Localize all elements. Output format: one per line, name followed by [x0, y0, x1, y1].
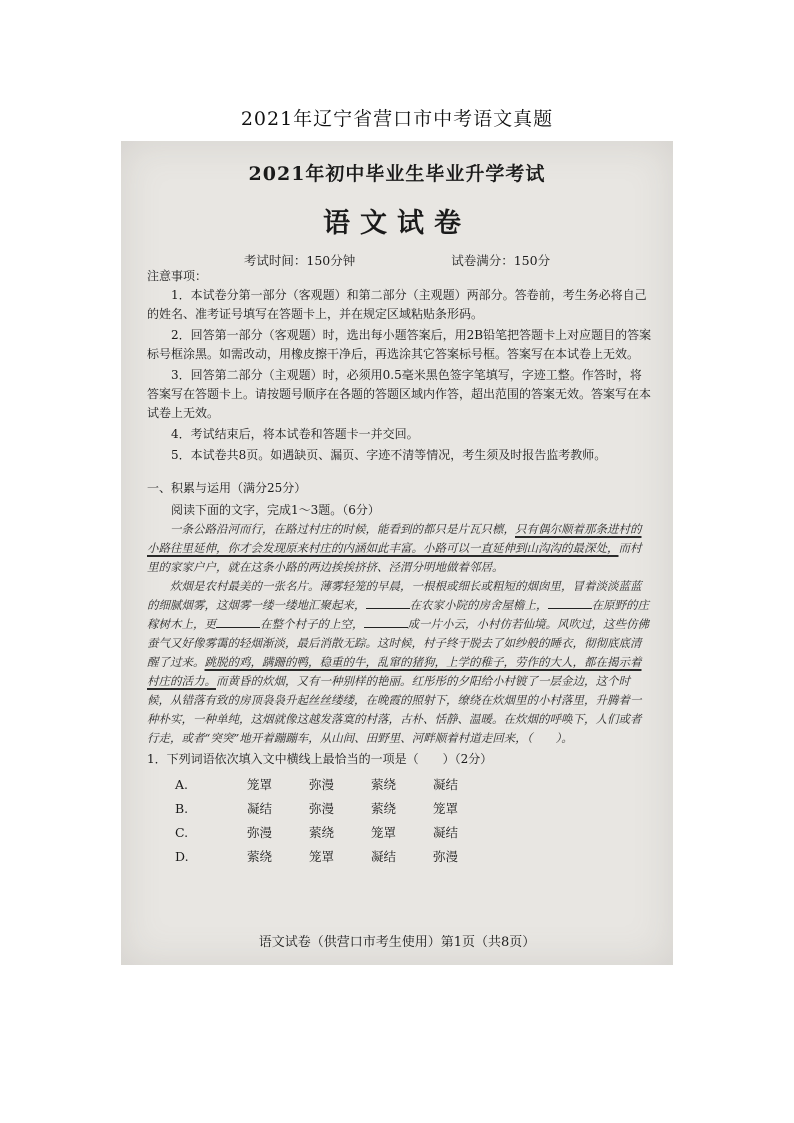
- notice-item: 3．回答第二部分（主观题）时，必须用0.5毫米黑色签字笔填写，字迹工整。作答时，将答案写在答题卡上。请按题号顺序在各题的答题区域内作答，超出范围的答案无效。答案写在本试卷上无效。: [147, 368, 652, 420]
- option-word: 萦绕: [247, 849, 273, 864]
- option-row: [171, 797, 495, 821]
- underlined-sentence: 小路可以一直延伸到山沟沟的最深处，: [423, 541, 619, 555]
- option-label: B.: [175, 801, 189, 816]
- passage-text: 在农家小院的房舍屋檐上，: [409, 598, 548, 612]
- option-row: [171, 773, 495, 797]
- option-word: 弥漫: [309, 801, 335, 816]
- passage-paragraph-1: [147, 520, 652, 577]
- passage-text: 一条公路沿河而行，在路过村庄的时候，能看到的都只是片瓦只檩，: [170, 522, 515, 536]
- option-word: 笼罩: [309, 849, 335, 864]
- option-word: 萦绕: [371, 801, 397, 816]
- page-title: 2021年辽宁省营口市中考语文真题: [240, 108, 554, 130]
- exam-subject: 语文试卷: [323, 208, 471, 239]
- option-label: C.: [175, 825, 189, 840]
- option-label: D.: [175, 849, 189, 864]
- notice-item: 2．回答第一部分（客观题）时，选出每小题答案后，用2B铅笔把答题卡上对应题目的答案标号框涂黑。如需改动，用橡皮擦干净后，再选涂其它答案标号框。答案写在本试卷上无效。: [147, 328, 652, 361]
- exam-score: 试卷满分：150分: [451, 253, 551, 268]
- option-word: 弥漫: [247, 825, 273, 840]
- fill-blank: [548, 596, 592, 609]
- option-label: A.: [175, 777, 189, 792]
- passage-text: 在原野的庄稼树木上，更: [147, 598, 649, 631]
- notice-heading: 注意事项：: [147, 269, 208, 283]
- option-word: 凝结: [433, 825, 459, 840]
- option-word: 弥漫: [309, 777, 335, 792]
- option-row: [171, 821, 495, 845]
- passage-paragraph-2: [147, 577, 652, 748]
- option-word: 弥漫: [433, 849, 459, 864]
- option-word: 笼罩: [371, 825, 397, 840]
- passage-text: 在整个村子的上空，: [260, 617, 364, 631]
- passage-text: 炊烟是农村最美的一张名片。薄雾轻笼的早晨，一根根或细长或粗短的烟囱里，冒着淡淡蓝蓝的细腻烟雾，这烟雾一缕一缕地汇聚起来，: [147, 579, 642, 612]
- option-word: 笼罩: [247, 777, 273, 792]
- fill-blank: [216, 615, 260, 628]
- passage-text: 而村里的家家户户，就在这条小路的两边挨挨挤挤、泾渭分明地做着邻居。: [147, 541, 642, 574]
- notice-item: 1．本试卷分第一部分（客观题）和第二部分（主观题）两部分。答卷前，考生务必将自己的姓名、准考证号填写在答题卡上，并在规定区域粘贴条形码。: [147, 288, 647, 321]
- reading-instruction: 阅读下面的文字，完成1～3题。（6分）: [171, 503, 380, 517]
- underlined-sentence: 跳脱的鸡，蹒跚的鸭，稳重的牛，乱窜的猪狗，上学的稚子，劳作的大人，都在揭示着村庄的活力。: [147, 655, 642, 688]
- option-word: 笼罩: [433, 801, 459, 816]
- exam-paper-photo: [121, 141, 673, 965]
- notice-item: 5．本试卷共8页。如遇缺页、漏页、字迹不清等情况，考生须及时报告监考教师。: [171, 448, 607, 462]
- option-word: 凝结: [247, 801, 273, 816]
- exam-time: 考试时间：150分钟: [243, 253, 356, 268]
- option-word: 凝结: [371, 849, 397, 864]
- fill-blank: [364, 615, 408, 628]
- page-footer: 语文试卷（供营口市考生使用）第1页（共8页）: [258, 935, 536, 950]
- option-word: 萦绕: [309, 825, 335, 840]
- question-1-options: [171, 773, 495, 869]
- section-heading: 一、积累与运用（满分25分）: [147, 481, 307, 495]
- fill-blank: [366, 596, 410, 609]
- option-word: 萦绕: [371, 777, 397, 792]
- question-1-stem: 1．下列词语依次填入文中横线上最恰当的一项是（ ）（2分）: [147, 752, 493, 766]
- notice-item: 4．考试结束后，将本试卷和答题卡一并交回。: [171, 427, 419, 441]
- option-word: 凝结: [433, 777, 459, 792]
- exam-content: [147, 267, 652, 869]
- option-row: [171, 845, 495, 869]
- passage-text: 成一片小云，小村仿若仙境。风吹过，这些仿佛蚕气又好像雾霭的轻烟渐淡，最后消散无踪。这时候，村子终于脱去了如纱般的睡衣，彻彻底底清醒了过来。: [147, 617, 649, 669]
- exam-title: 2021年初中毕业生毕业升学考试: [248, 163, 546, 185]
- passage-text: 而黄昏的炊烟，又有一种别样的艳丽。红彤彤的夕阳给小村镀了一层金边，这个时候，从错落有致的房顶袅袅升起丝丝缕缕，在晚霞的照射下，缭绕在炊烟里的小村落里，升腾着一种朴实，一种单纯，这烟就像这越发落寞的村落，古朴、恬静、温暖。在炊烟的呼唤下，人们或者行走，或者“突突”地开着蹦蹦车，从山间、田野里、河畔顺着村道走回来，（ ）。: [147, 674, 642, 745]
- underlined-sentence: 只有偶尔顺着那条进村的小路往里延伸，你才会发现原来村庄的内涵如此丰富。: [147, 522, 642, 555]
